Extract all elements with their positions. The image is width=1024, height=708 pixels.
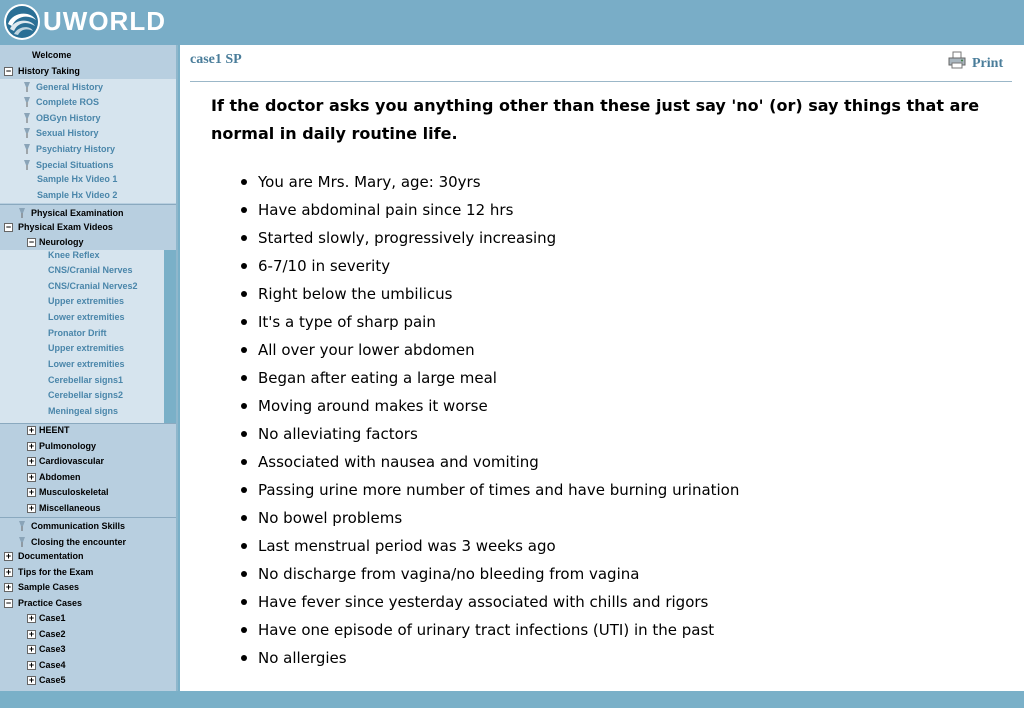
bullet-icon xyxy=(241,515,247,521)
list-item-text: No bowel problems xyxy=(258,509,403,527)
sidebar-item-sample-hx-video-1[interactable]: Sample Hx Video 1 xyxy=(37,174,118,184)
expand-icon[interactable]: + xyxy=(28,644,35,654)
sidebar-item-lower-extremities[interactable]: Lower extremities xyxy=(48,312,125,322)
sidebar-item-pulmonology[interactable]: + Pulmonology xyxy=(28,441,96,451)
list-item-text: You are Mrs. Mary, age: 30yrs xyxy=(258,173,481,191)
neurology-scrollbar[interactable] xyxy=(164,250,178,423)
sidebar-item-special-situations[interactable]: Special Situations xyxy=(0,158,176,173)
sidebar-item-psychiatry-history[interactable]: Psychiatry History xyxy=(0,142,176,157)
list-item xyxy=(240,504,739,532)
bullet-icon xyxy=(241,291,247,297)
bullet-icon xyxy=(241,431,247,437)
print-button[interactable] xyxy=(948,51,1008,73)
sidebar-item-practice-cases[interactable]: − Practice Cases xyxy=(5,598,83,608)
sidebar-item-cns-cranial-nerves2[interactable]: CNS/Cranial Nerves2 xyxy=(48,281,138,291)
sidebar-item-meningeal-signs[interactable]: Meningeal signs xyxy=(48,406,119,416)
expand-icon[interactable]: + xyxy=(5,582,12,592)
expand-icon[interactable]: + xyxy=(5,551,12,561)
pin-icon xyxy=(17,207,27,219)
pin-icon xyxy=(17,520,27,532)
sidebar-item-case2[interactable]: + Case2 xyxy=(28,629,66,639)
sidebar-item-complete-ros[interactable]: Complete ROS xyxy=(0,95,176,110)
sidebar-item-lower-extremities-2[interactable]: Lower extremities xyxy=(48,359,125,369)
expand-icon[interactable]: + xyxy=(28,472,35,482)
pin-icon xyxy=(17,536,27,548)
sidebar-item-neurology[interactable]: − Neurology xyxy=(28,237,84,247)
sidebar-item-case4[interactable]: + Case4 xyxy=(28,660,66,670)
bullet-icon xyxy=(241,179,247,185)
collapse-icon[interactable]: − xyxy=(28,237,35,247)
expand-icon[interactable]: + xyxy=(28,441,35,451)
collapse-icon[interactable]: − xyxy=(5,598,12,608)
sidebar-item-case5[interactable]: + Case5 xyxy=(28,675,66,685)
list-item-text: Last menstrual period was 3 weeks ago xyxy=(258,537,556,555)
sidebar-item-cerebellar-signs2[interactable]: Cerebellar signs2 xyxy=(48,390,124,400)
expand-icon[interactable]: + xyxy=(28,613,35,623)
expand-icon[interactable]: + xyxy=(28,629,35,639)
bullet-icon xyxy=(241,263,247,269)
instructions-text: If the doctor asks you anything other than these just say 'no' (or) say things that are normal in daily routine life. xyxy=(211,96,980,143)
divider xyxy=(190,81,1012,82)
list-item-text: Have one episode of urinary tract infections (UTI) in the past xyxy=(258,621,715,639)
bullet-icon xyxy=(241,571,247,577)
list-item-text: Started slowly, progressively increasing xyxy=(258,229,557,247)
sidebar-item-physical-exam-videos[interactable]: − Physical Exam Videos xyxy=(5,222,113,232)
bullet-icon xyxy=(241,655,247,661)
expand-icon[interactable]: + xyxy=(28,425,35,435)
main-content xyxy=(180,45,1024,691)
bullet-icon xyxy=(241,459,247,465)
list-item-text: Have fever since yesterday associated with chills and rigors xyxy=(258,593,709,611)
logo-text: UWORLD xyxy=(43,6,166,36)
expand-icon[interactable]: + xyxy=(28,503,35,513)
sidebar-item-miscellaneous[interactable]: + Miscellaneous xyxy=(28,503,101,513)
list-item-text: Right below the umbilicus xyxy=(258,285,453,303)
bullet-icon xyxy=(241,403,247,409)
list-item xyxy=(240,168,739,196)
sidebar-item-heent[interactable]: + HEENT xyxy=(28,425,70,435)
list-item xyxy=(240,196,739,224)
uworld-logo-icon[interactable] xyxy=(2,2,42,42)
printer-icon xyxy=(948,51,966,69)
bullet-icon xyxy=(241,627,247,633)
sidebar-item-obgyn-history[interactable]: OBGyn History xyxy=(0,111,176,126)
sidebar-item-cerebellar-signs1[interactable]: Cerebellar signs1 xyxy=(48,375,124,385)
sidebar-item-cardiovascular[interactable]: + Cardiovascular xyxy=(28,456,105,466)
sidebar-item-pronator-drift[interactable]: Pronator Drift xyxy=(48,328,107,338)
expand-icon[interactable]: + xyxy=(28,456,35,466)
list-item-text: 6-7/10 in severity xyxy=(258,257,391,275)
list-item-text: No allergies xyxy=(258,649,347,667)
list-item-text: Associated with nausea and vomiting xyxy=(258,453,539,471)
sidebar-nav: Welcome − History Taking General History Complete ROS OBGyn History Sexual History Psychiatry History Special Situations Sample Hx Video 1 Sample Hx Video 2 Physical Examination − Physical Exam Videos − Neurology Knee Reflex CNS/Cranial Nerves CNS/Cranial Nerves2 Upper extremities Lower extremities Pronator Drift Upper extremities Lower extremities Cerebellar signs1 Cerebellar signs2 Meningeal signs + HEENT + Pulmonology + Cardiovascular + Abdomen + Musculoskeletal + Miscellaneous Communication Skills Closing the encounter + Documentation + Tips for the Exam + Sample Cases − Practice Cases + Case1 + Case2 + Case3 + Case4 + Case5 xyxy=(0,45,178,691)
expand-icon[interactable]: + xyxy=(28,660,35,670)
pin-icon xyxy=(22,81,32,93)
bullet-icon xyxy=(241,235,247,241)
sidebar-item-closing-the-encounter[interactable]: Closing the encounter xyxy=(0,535,176,550)
app-header xyxy=(0,0,1024,45)
print-label: Print xyxy=(972,56,1004,71)
list-item-text: Moving around makes it worse xyxy=(258,397,488,415)
bullet-icon xyxy=(241,207,247,213)
list-item xyxy=(240,532,739,560)
list-item-text: It's a type of sharp pain xyxy=(258,313,436,331)
bullet-icon xyxy=(241,543,247,549)
list-item xyxy=(240,420,739,448)
list-item-text: All over your lower abdomen xyxy=(258,341,475,359)
expand-icon[interactable]: + xyxy=(28,675,35,685)
expand-icon[interactable]: + xyxy=(5,567,12,577)
pin-icon xyxy=(22,127,32,139)
bullet-icon xyxy=(241,347,247,353)
list-item-text: Began after eating a large meal xyxy=(258,369,497,387)
sidebar-item-communication-skills[interactable]: Communication Skills xyxy=(0,519,176,534)
sidebar-item-history-taking[interactable]: − History Taking xyxy=(5,66,80,76)
collapse-icon[interactable]: − xyxy=(5,222,12,232)
list-item xyxy=(240,336,739,364)
sidebar-item-cns-cranial-nerves[interactable]: CNS/Cranial Nerves xyxy=(48,265,133,275)
pin-icon xyxy=(22,96,32,108)
list-item xyxy=(240,224,739,252)
list-item xyxy=(240,308,739,336)
sidebar-item-general-history[interactable]: General History xyxy=(0,80,176,95)
list-item-text: Passing urine more number of times and have burning urination xyxy=(258,481,740,499)
list-item xyxy=(240,560,739,588)
bullet-icon xyxy=(241,599,247,605)
list-item xyxy=(240,588,739,616)
pin-icon xyxy=(22,159,32,171)
pin-icon xyxy=(22,112,32,124)
bullet-icon xyxy=(241,375,247,381)
collapse-icon[interactable]: − xyxy=(5,66,12,76)
page-title: case1 SP xyxy=(190,52,242,67)
sidebar-item-upper-extremities-2[interactable]: Upper extremities xyxy=(48,343,125,353)
sidebar-item-documentation[interactable]: + Documentation xyxy=(5,551,84,561)
list-item xyxy=(240,448,739,476)
divider xyxy=(0,204,176,205)
sidebar-item-case3[interactable]: + Case3 xyxy=(28,644,66,654)
sidebar-item-musculoskeletal[interactable]: + Musculoskeletal xyxy=(28,487,109,497)
patient-facts-list xyxy=(240,168,739,672)
sidebar-item-abdomen[interactable]: + Abdomen xyxy=(28,472,81,482)
sidebar-item-sexual-history[interactable]: Sexual History xyxy=(0,126,176,141)
list-item xyxy=(240,476,739,504)
list-item-text: Have abdominal pain since 12 hrs xyxy=(258,201,514,219)
list-item xyxy=(240,364,739,392)
sidebar-item-knee-reflex[interactable]: Knee Reflex xyxy=(48,250,100,260)
expand-icon[interactable]: + xyxy=(28,487,35,497)
sidebar-item-sample-cases[interactable]: + Sample Cases xyxy=(5,582,80,592)
list-item-text: No alleviating factors xyxy=(258,425,418,443)
divider xyxy=(0,517,176,518)
list-item-text: No discharge from vagina/no bleeding from vagina xyxy=(258,565,640,583)
list-item xyxy=(240,616,739,644)
sidebar-item-case1[interactable]: + Case1 xyxy=(28,613,66,623)
sidebar-item-upper-extremities[interactable]: Upper extremities xyxy=(48,296,125,306)
list-item xyxy=(240,280,739,308)
sidebar-item-physical-examination[interactable]: Physical Examination xyxy=(0,206,176,221)
list-item xyxy=(240,252,739,280)
bullet-icon xyxy=(241,319,247,325)
app-footer xyxy=(0,691,1024,708)
list-item xyxy=(240,644,739,672)
list-item xyxy=(240,392,739,420)
sidebar-item-sample-hx-video-2[interactable]: Sample Hx Video 2 xyxy=(37,190,118,200)
sidebar-item-tips-for-the-exam[interactable]: + Tips for the Exam xyxy=(5,567,94,577)
bullet-icon xyxy=(241,487,247,493)
pin-icon xyxy=(22,143,32,155)
